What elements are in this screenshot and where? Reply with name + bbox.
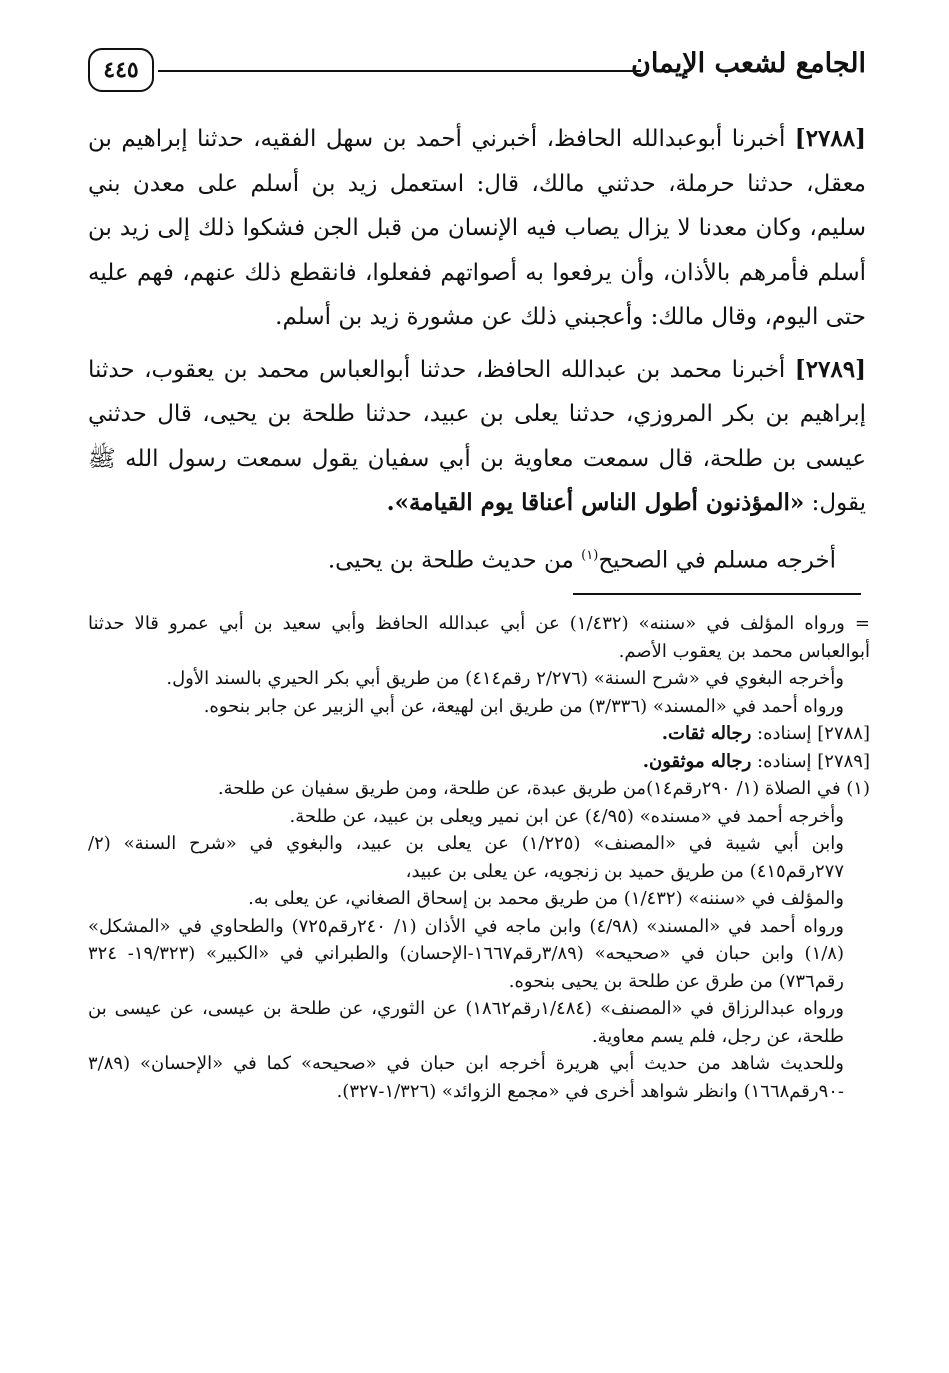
footnote-1-line: ورواه أحمد في «المسند» (٤/٩٨) وابن ماجه في الأذان (١/ ٢٤٠رقم٧٢٥) والطحاوي في «المشكل» (١/٨) وابن حبان في «صحيحه» (٣/٨٩رقم١٦٦٧-الإحسان) والطبراني في «الكبير» (١٩/٣٢٣- ٣٢٤ رقم٧٣٦) من طرق عن طلحة بن يحيى بنحوه. xyxy=(88,915,844,992)
grading-value: رجاله موثقون. xyxy=(642,750,752,772)
footnote-ref: (١) xyxy=(581,547,599,563)
grading-2788 xyxy=(88,720,870,748)
book-title: الجامع لشعب الإيمان xyxy=(631,48,866,79)
footnote-separator xyxy=(573,593,861,595)
footnotes xyxy=(88,610,870,1105)
takhrij-text: أخرجه مسلم في الصحيح xyxy=(598,547,836,574)
takhrij-line xyxy=(88,534,866,583)
hadith-number: [٢٧٨٨] xyxy=(794,125,866,152)
footnote-line: وأخرجه البغوي في «شرح السنة» (٢/٢٧٦ رقم٤١٤) من طريق أبي بكر الحيري بالسند الأول. xyxy=(166,668,844,689)
grading-label: [٢٧٨٨] إسناده: xyxy=(757,723,870,744)
grading-value: رجاله ثقات. xyxy=(661,723,752,744)
footnote-1-line: وأخرجه أحمد في «مسنده» (٤/٩٥) عن ابن نمير ويعلى بن عبيد، عن طلحة. xyxy=(289,805,844,827)
takhrij-text-end: من حديث طلحة بن يحيى. xyxy=(327,547,582,574)
hadith-2789 xyxy=(88,348,866,526)
hadith-matn: «المؤذنون أطول الناس أعناقا يوم القيامة». xyxy=(386,489,805,516)
page-number: ٤٤٥ xyxy=(88,48,154,92)
footnote-1-line: وابن أبي شيبة في «المصنف» (١/٢٢٥) عن يعلى بن عبيد، والبغوي في «شرح السنة» (٢/ ٢٧٧رقم٤١٥) من طريق حميد بن زنجويه، عن يعلى بن عبيد، xyxy=(88,833,844,882)
footnote-1-line: ورواه عبدالرزاق في «المصنف» (١/٤٨٤رقم١٨٦٢) عن الثوري، عن طلحة بن عيسى، عن عيسى بن طلحة، عن رجل، فلم يسم معاوية. xyxy=(88,998,844,1047)
grading-2789 xyxy=(88,748,870,776)
hadith-text: أخبرنا أبوعبدالله الحافظ، أخبرني أحمد بن سهل الفقيه، حدثنا إبراهيم بن معقل، حدثنا حرملة، حدثني مالك، قال: استعمل زيد بن أسلم على معدن بني سليم، وكان معدنا لا يزال يصاب فيه الإنسان من قبل الجن فشكوا ذلك إلى زيد بن أسلم فأمرهم بالأذان، وأن يرفعوا به أصواتهم ففعلوا، فانقطع ذلك عنهم، فهم عليه حتى اليوم، وقال مالك: وأعجبني ذلك عن مشورة زيد بن أسلم. xyxy=(88,126,866,330)
running-header xyxy=(88,40,866,100)
footnote-line: = ورواه المؤلف في «سننه» (١/٤٣٢) عن أبي عبدالله الحافظ وأبي سعيد بن أبي عمرو قالا حدثنا أبوالعباس محمد بن يعقوب الأصم. xyxy=(88,613,870,662)
hadith-2788 xyxy=(88,117,866,340)
footnote-line: ورواه أحمد في «المسند» (٣/٣٣٦) من طريق ابن لهيعة، عن أبي الزبير عن جابر بنحوه. xyxy=(203,695,844,717)
hadith-number: [٢٧٨٩] xyxy=(794,355,866,383)
hadith-text: أخبرنا محمد بن عبدالله الحافظ، حدثنا أبوالعباس محمد بن يعقوب، حدثنا إبراهيم بن بكر المروزي، حدثنا يعلى بن عبيد، حدثنا طلحة بن يحيى، قال حدثني عيسى بن طلحة، قال سمعت معاوية بن أبي سفيان يقول سمعت رسول الله ﷺ يقول: xyxy=(88,356,866,516)
grading-label: [٢٧٨٩] إسناده: xyxy=(757,750,870,772)
footnote-1-line: والمؤلف في «سننه» (١/٤٣٢) من طريق محمد بن إسحاق الصغاني، عن يعلى به. xyxy=(248,888,844,909)
footnote-1-line: وللحديث شاهد من حديث أبي هريرة أخرجه ابن حبان في «صحيحه» كما في «الإحسان» (٣/٨٩ -٩٠رقم١٦٦٨) وانظر شواهد أخرى في «مجمع الزوائد» (١/٣٢٦-٣٢٧). xyxy=(88,1053,844,1102)
main-text xyxy=(88,117,866,582)
footnote-1: (١) في الصلاة (١/ ٢٩٠رقم١٤)من طريق عبدة، عن طلحة، ومن طريق سفيان عن طلحة. xyxy=(217,778,870,799)
header-rule xyxy=(158,70,641,72)
